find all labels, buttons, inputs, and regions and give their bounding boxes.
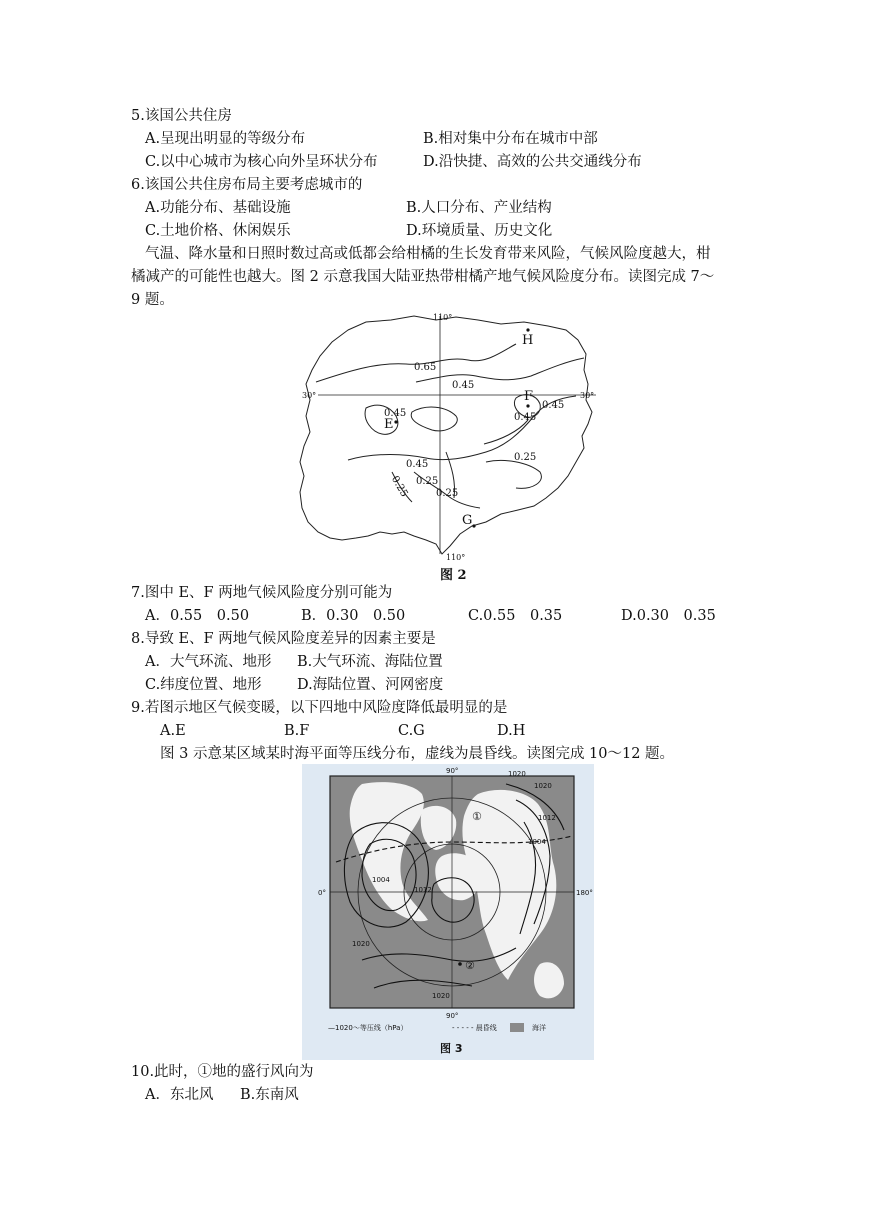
label-025-c: 0.25 (436, 488, 459, 499)
label-point-h: H (522, 333, 534, 348)
contour-045-north (416, 358, 584, 382)
contour-loop (411, 407, 457, 431)
isobar-label-1020-ne: 1020 (534, 782, 552, 790)
intro2-line2: 橘减产的可能性也越大。图 2 示意我国大陆亚热带柑橘产地气候风险度分布。读图完成 7～ (131, 269, 715, 285)
isobar-label-1012-w: 1012 (414, 886, 432, 894)
q8-option-b: B.大气环流、海陆位置 (297, 654, 443, 670)
legend-sea: 海洋 (532, 1024, 546, 1032)
fig3-lon-left: 0° (318, 889, 326, 897)
fig3-lon-right: 180° (576, 889, 593, 897)
q8-stem: 8.导致 E、F 两地气候风险度差异的因素主要是 (131, 631, 436, 647)
isobar-label-1020-top: 1020 (508, 770, 526, 778)
point-1-label: ① (472, 810, 482, 823)
point-f-dot (526, 404, 529, 407)
label-045-b: 0.45 (384, 408, 407, 419)
isobar-label-1012-ne: 1012 (538, 814, 556, 822)
q10-option-b: B.东南风 (240, 1087, 299, 1103)
q7-option-b: B．0.30 0.50 (301, 608, 406, 624)
q6-stem: 6.该国公共住房布局主要考虑城市的 (131, 177, 363, 193)
figure-3-isobar-map (302, 764, 594, 1060)
q9-option-a: A.E (160, 723, 186, 739)
legend-sea-swatch (510, 1023, 524, 1032)
isobar-label-1004-ne: 1004 (528, 838, 546, 846)
label-065: 0.65 (414, 362, 437, 373)
label-lat-left: 30° (302, 391, 317, 400)
q7-option-d: D.0.30 0.35 (621, 608, 716, 624)
q6-option-c: C.土地价格、休闲娱乐 (145, 223, 291, 239)
isobar-label-1004-w: 1004 (372, 876, 390, 884)
fig3-lon-bottom: 90° (446, 1012, 459, 1020)
q5-option-b: B.相对集中分布在城市中部 (423, 131, 598, 147)
label-point-g: G (462, 513, 473, 528)
isobar-label-1020-s: 1020 (352, 940, 370, 948)
point-2-label: ② (465, 959, 475, 972)
label-lon-top: 110° (433, 313, 453, 322)
fig3-lon-top: 90° (446, 767, 459, 775)
q6-option-a: A.功能分布、基础设施 (145, 200, 291, 216)
figure-3-caption: 图 3 (440, 1042, 463, 1055)
q5-stem: 5.该国公共住房 (131, 108, 232, 124)
q5-option-c: C.以中心城市为核心向外呈环状分布 (145, 154, 378, 170)
q7-stem: 7.图中 E、F 两地气候风险度分别可能为 (131, 585, 393, 601)
label-lat-right: 30° (580, 391, 595, 400)
q6-option-b: B.人口分布、产业结构 (406, 200, 552, 216)
legend-terminator: - - - - - 晨昏线 (452, 1024, 497, 1032)
q9-stem: 9.若图示地区气候变暖，以下四地中风险度降低最明显的是 (131, 700, 508, 716)
q6-option-d: D.环境质量、历史文化 (406, 223, 553, 239)
q8-option-c: C.纬度位置、地形 (145, 677, 262, 693)
label-045-d: 0.45 (514, 412, 537, 423)
q9-option-b: B.F (284, 723, 310, 739)
q5-option-a: A.呈现出明显的等级分布 (145, 131, 306, 147)
label-025-d: 0.25 (388, 474, 410, 500)
label-lon-bottom: 110° (446, 553, 466, 562)
label-025-a: 0.25 (514, 452, 537, 463)
q5-option-d: D.沿快捷、高效的公共交通线分布 (423, 154, 642, 170)
label-025-b: 0.25 (416, 476, 439, 487)
q10-stem: 10.此时，①地的盛行风向为 (131, 1064, 314, 1080)
figure-2-risk-map (296, 312, 596, 562)
point-2-dot (458, 962, 462, 966)
q9-option-d: D.H (497, 723, 526, 739)
contour-loop-2 (486, 460, 541, 488)
q8-option-d: D.海陆位置、河网密度 (297, 677, 444, 693)
label-045-c: 0.45 (542, 400, 565, 411)
region-boundary (300, 316, 595, 554)
q7-option-c: C.0.55 0.35 (468, 608, 563, 624)
label-045-a: 0.45 (452, 380, 475, 391)
intro2-line1: 气温、降水量和日照时数过高或低都会给柑橘的生长发育带来风险，气候风险度越大，柑 (145, 246, 711, 262)
label-045-e: 0.45 (406, 459, 429, 470)
label-point-f: F (524, 389, 534, 404)
q8-option-a: A．大气环流、地形 (145, 654, 272, 670)
label-point-e: E (384, 417, 394, 432)
q9-option-c: C.G (398, 723, 425, 739)
point-h-dot (526, 328, 529, 331)
q10-option-a: A．东北风 (145, 1087, 214, 1103)
isobar-label-1020-sw: 1020 (432, 992, 450, 1000)
intro3-text: 图 3 示意某区域某时海平面等压线分布，虚线为晨昏线。读图完成 10～12 题。 (160, 746, 675, 762)
contour-025-a (484, 420, 528, 444)
figure-2-caption: 图 2 (440, 568, 467, 583)
intro2-line3: 9 题。 (131, 292, 174, 308)
point-e-dot (394, 420, 397, 423)
q7-option-a: A．0.55 0.50 (145, 608, 250, 624)
point-g-dot (472, 524, 475, 527)
legend-isobar: —1020～等压线（hPa） (328, 1024, 408, 1032)
